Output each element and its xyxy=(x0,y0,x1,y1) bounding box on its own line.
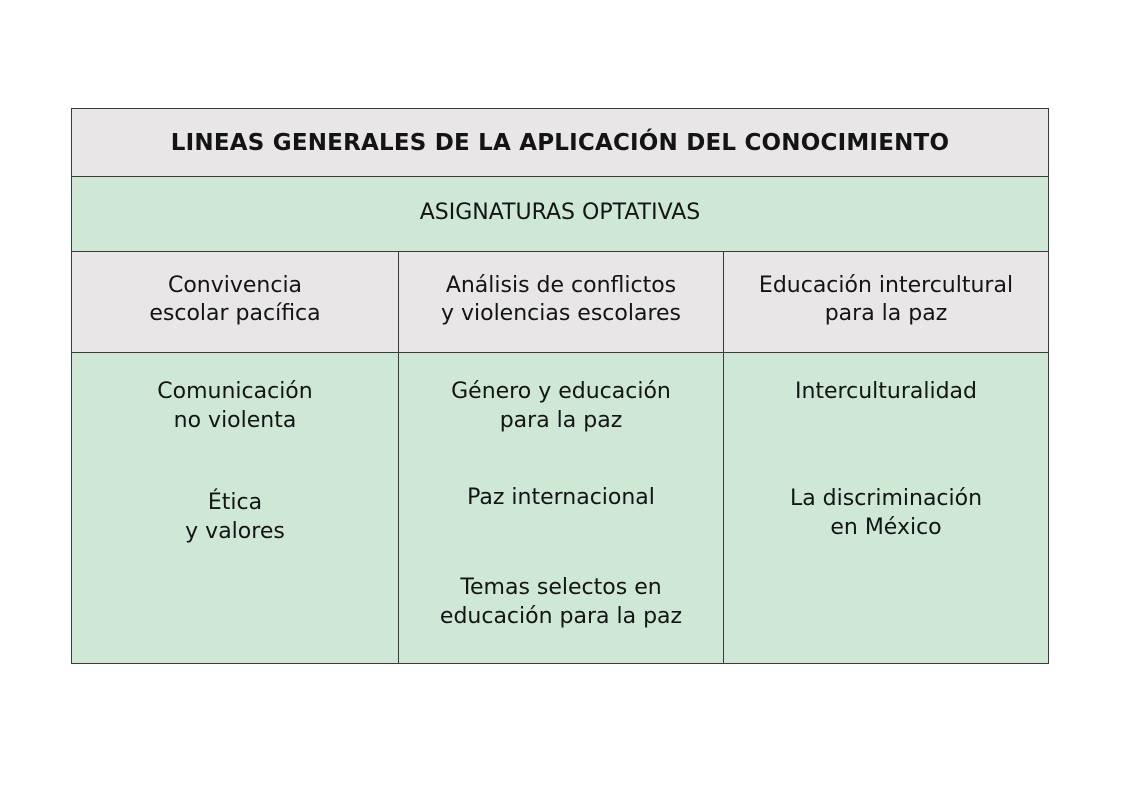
courses-table xyxy=(71,108,1049,664)
column-header-label: Análisis de conflictos y violencias escolares xyxy=(440,273,682,326)
course-item: Ética y valores xyxy=(185,490,285,544)
table-title-row xyxy=(72,109,1048,177)
table-subtitle: ASIGNATURAS OPTATIVAS xyxy=(419,199,701,225)
table-title: LINEAS GENERALES DE LA APLICACIÓN DEL CONOCIMIENTO xyxy=(170,129,950,156)
course-item: Interculturalidad xyxy=(794,379,978,404)
course-column-convivencia xyxy=(72,353,399,663)
course-column-educacion xyxy=(724,353,1048,663)
column-header-analisis xyxy=(399,252,724,352)
course-item: Género y educación para la paz xyxy=(451,379,671,433)
column-header-label: Educación intercultural para la paz xyxy=(758,273,1014,326)
course-item: Temas selectos en educación para la paz xyxy=(439,575,683,629)
column-header-convivencia xyxy=(72,252,399,352)
column-header-label: Convivencia escolar pacífica xyxy=(149,273,321,326)
course-items-row xyxy=(72,353,1048,663)
column-header-educacion xyxy=(724,252,1048,352)
column-headers-row xyxy=(72,252,1048,353)
course-item: Paz internacional xyxy=(467,485,655,510)
course-item: La discriminación en México xyxy=(789,486,983,540)
table-subtitle-row xyxy=(72,177,1048,252)
course-item: Comunicación no violenta xyxy=(157,379,313,433)
course-column-analisis xyxy=(399,353,724,663)
